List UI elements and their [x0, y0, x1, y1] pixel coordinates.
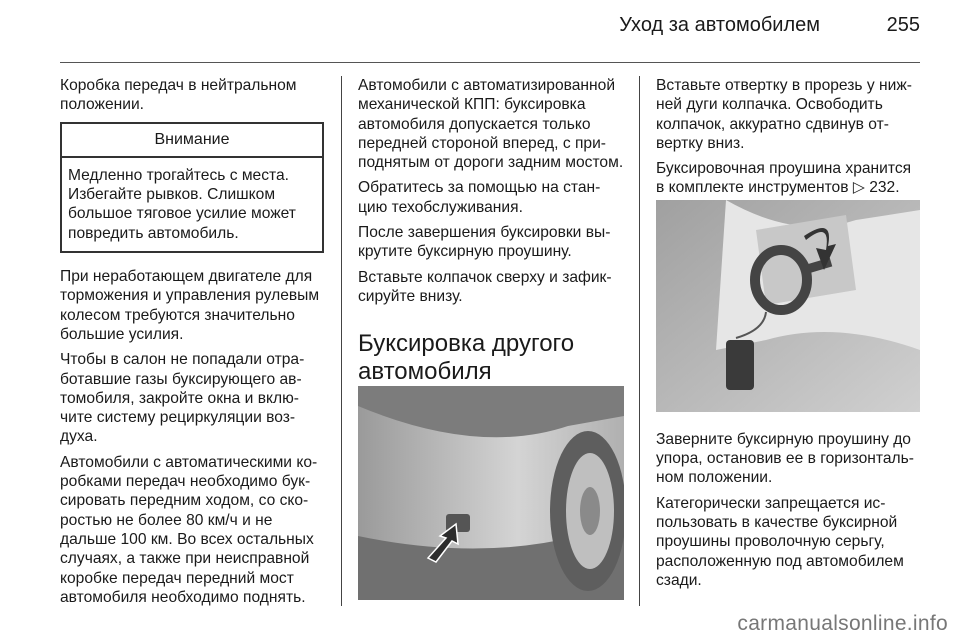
col2-paragraph-3: После завершения буксировки выкрутите буксирную проушину.	[358, 224, 611, 261]
header-divider	[60, 62, 920, 63]
page-number: 255	[886, 14, 920, 36]
warning-box	[60, 122, 324, 253]
tow-cover-shape	[726, 340, 754, 390]
col3-paragraph-3: Заверните буксирную проушину до упора, остановив ее в горизонтальном положении.	[656, 430, 914, 487]
column-1	[60, 76, 324, 613]
warning-text: Медленно трогайтесь с места. Избегайте рывков. Слишком большое тяговое усилие может повредить автомобиль.	[68, 166, 296, 242]
car-rear-illustration	[358, 386, 624, 600]
section-heading: Буксировка другого автомобиля	[358, 330, 575, 386]
warning-title: Внимание	[62, 124, 322, 158]
col2-paragraph-1: Автомобили с автоматизированной механической КПП: буксировка автомобиля допускается только передней стороной вперед, с приподнятым от дороги задним мостом.	[358, 77, 624, 172]
page-reference-number: 232.	[869, 179, 900, 197]
car-rear-tow-cover-image	[358, 386, 624, 600]
page-header-title: Уход за автомобилем	[619, 14, 820, 36]
column-divider-1	[341, 76, 342, 606]
page-reference-icon: ▷	[852, 179, 865, 197]
column-divider-2	[639, 76, 640, 606]
col1-paragraph-4: Автомобили с автоматическими коробками передач необходимо буксировать передним ходом, со скоростью не более 80 км/ч и не дальше 100 км. Во всех остальных случаях, а также при неисправной коробке передач передний мост автомобиля необходимо поднять.	[60, 453, 318, 606]
col1-paragraph-3: Чтобы в салон не попадали отработавшие газы буксирующего автомобиля, закройте окна и включите систему рециркуляции воздуха.	[60, 351, 305, 446]
column-2	[358, 76, 624, 404]
col1-paragraph-2: При неработающем двигателе для торможения и управления рулевым колесом требуются значительно большие усилия.	[60, 268, 320, 343]
col2-paragraph-4: Вставьте колпачок сверху и зафиксируйте внизу.	[358, 268, 612, 305]
col3-paragraph-1: Вставьте отвертку в прорезь у нижней дуги колпачка. Освободить колпачок, аккуратно сдвинув отвертку вниз.	[656, 77, 912, 152]
col3-paragraph-4: Категорически запрещается использовать в качестве буксирной проушины проволочную серьгу, расположенную под автомобилем сзади.	[656, 494, 904, 589]
col3-paragraph-2	[656, 159, 920, 198]
watermark: carmanualsonline.info	[737, 612, 948, 635]
col1-paragraph-1: Коробка передач в нейтральном положении.	[60, 77, 297, 114]
col3-paragraph-2-text: Буксировочная проушина хранится в комплекте инструментов	[656, 160, 912, 197]
tow-eye-illustration	[656, 200, 920, 412]
col2-paragraph-2: Обратитесь за помощью на станцию техобслуживания.	[358, 179, 601, 216]
tow-eye-image	[656, 200, 920, 412]
